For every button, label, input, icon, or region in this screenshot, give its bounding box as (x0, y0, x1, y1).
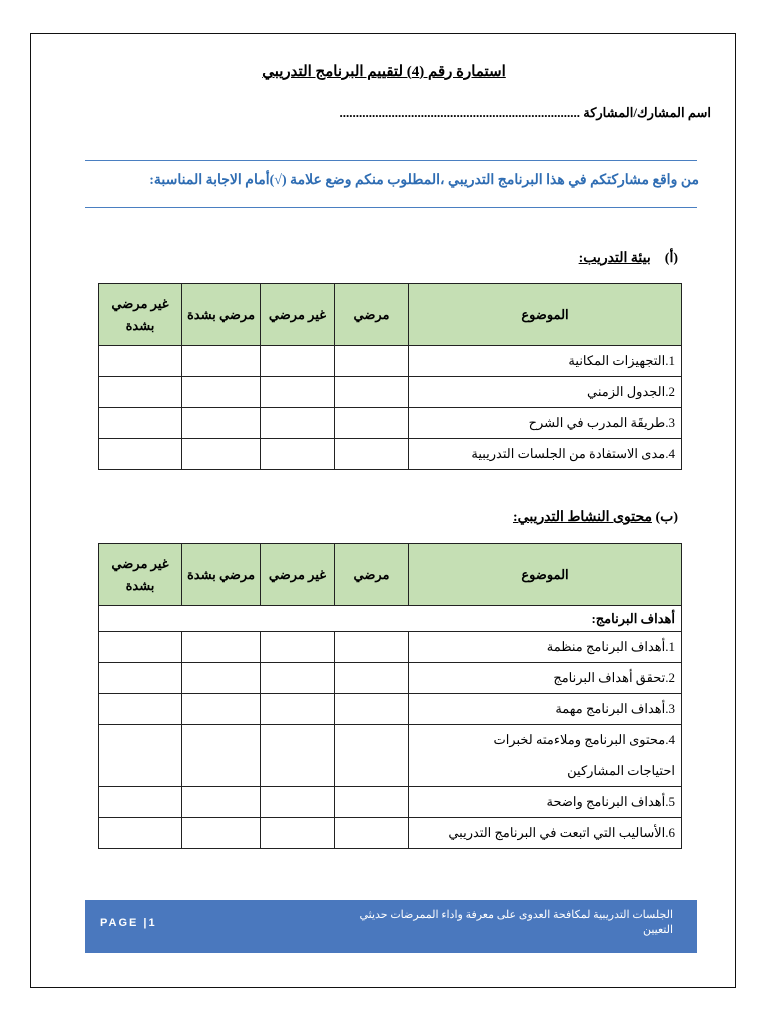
row-topic: 5.أهداف البرنامج واضحة (409, 787, 682, 818)
table-row (99, 346, 682, 377)
rating-cell[interactable] (99, 694, 182, 725)
section-a-heading (579, 250, 678, 267)
row-topic-continuation: احتياجات المشاركين (409, 756, 682, 787)
header-very-unsatisfied: غير مرضي بشدة (99, 284, 182, 346)
rating-cell[interactable] (99, 725, 182, 787)
table-row (99, 818, 682, 849)
instruction-bottom-rule (85, 207, 697, 208)
header-very-satisfied: مرضي بشدة (182, 544, 261, 606)
rating-cell[interactable] (261, 632, 335, 663)
training-environment-table (98, 283, 682, 470)
rating-cell[interactable] (261, 377, 335, 408)
header-topic: الموضوع (409, 544, 682, 606)
rating-cell[interactable] (99, 439, 182, 470)
rating-cell[interactable] (99, 377, 182, 408)
rating-cell[interactable] (335, 787, 409, 818)
rating-cell[interactable] (182, 725, 261, 787)
header-not-satisfied: غير مرضي (261, 284, 335, 346)
training-content-table (98, 543, 682, 849)
instruction-text: من واقع مشاركتكم في هذا البرنامج التدريبي ،المطلوب منكم وضع علامة (√)أمام الاجابة المناسبة: (149, 173, 699, 188)
group-label: أهداف البرنامج: (99, 606, 682, 632)
section-a-marker: (أ) (664, 251, 678, 266)
section-b-heading (513, 509, 678, 526)
table-row (99, 408, 682, 439)
rating-cell[interactable] (99, 346, 182, 377)
rating-cell[interactable] (261, 439, 335, 470)
row-topic: 1.أهداف البرنامج منظمة (409, 632, 682, 663)
rating-cell[interactable] (99, 408, 182, 439)
rating-cell[interactable] (261, 346, 335, 377)
table-row (99, 694, 682, 725)
rating-cell[interactable] (182, 377, 261, 408)
rating-cell[interactable] (261, 408, 335, 439)
rating-cell[interactable] (261, 694, 335, 725)
rating-cell[interactable] (182, 439, 261, 470)
instruction-top-rule (85, 160, 697, 161)
rating-cell[interactable] (99, 787, 182, 818)
section-a-title: بيئة التدريب: (578, 251, 651, 266)
row-topic: 2.تحقق أهداف البرنامج (409, 663, 682, 694)
row-topic: 3.طريقَة المدرب في الشرح (409, 408, 682, 439)
table-row (99, 377, 682, 408)
group-row (99, 606, 682, 632)
table-row (99, 725, 682, 756)
rating-cell[interactable] (99, 663, 182, 694)
row-topic: 3.أهداف البرنامج مهمة (409, 694, 682, 725)
header-very-unsatisfied: غير مرضي بشدة (99, 544, 182, 606)
rating-cell[interactable] (261, 725, 335, 787)
section-b-title: محتوى النشاط التدريبي: (513, 510, 652, 525)
rating-cell[interactable] (182, 694, 261, 725)
rating-cell[interactable] (335, 408, 409, 439)
row-topic: 4.محتوى البرنامج وملاءمته لخبرات (409, 725, 682, 756)
rating-cell[interactable] (182, 632, 261, 663)
header-topic: الموضوع (409, 284, 682, 346)
rating-cell[interactable] (335, 818, 409, 849)
form-title: استمارة رقم (4) لتقييم البرنامج التدريبي (262, 64, 506, 80)
row-topic: 1.التجهيزات المكانية (409, 346, 682, 377)
rating-cell[interactable] (335, 377, 409, 408)
row-topic: 6.الأساليب التي اتبعت في البرنامج التدريبي (409, 818, 682, 849)
rating-cell[interactable] (335, 346, 409, 377)
table-row (99, 632, 682, 663)
rating-cell[interactable] (335, 725, 409, 787)
participant-name-dots: .......................................................................... (339, 105, 580, 120)
participant-name-label: اسم المشارك/المشاركة (583, 105, 711, 120)
rating-cell[interactable] (182, 346, 261, 377)
header-satisfied: مرضي (335, 544, 409, 606)
row-topic: 2.الجدول الزمني (409, 377, 682, 408)
rating-cell[interactable] (261, 663, 335, 694)
table-row (99, 787, 682, 818)
rating-cell[interactable] (99, 818, 182, 849)
table-header-row (99, 284, 682, 346)
rating-cell[interactable] (182, 787, 261, 818)
table-header-row (99, 544, 682, 606)
rating-cell[interactable] (182, 818, 261, 849)
participant-name-line (340, 105, 712, 121)
rating-cell[interactable] (182, 408, 261, 439)
rating-cell[interactable] (335, 663, 409, 694)
header-not-satisfied: غير مرضي (261, 544, 335, 606)
table-row (99, 663, 682, 694)
row-topic: 4.مدى الاستفادة من الجلسات التدريبية (409, 439, 682, 470)
rating-cell[interactable] (261, 787, 335, 818)
rating-cell[interactable] (335, 439, 409, 470)
header-very-satisfied: مرضي بشدة (182, 284, 261, 346)
table-row (99, 439, 682, 470)
section-b-marker: (ب) (655, 510, 678, 525)
header-satisfied: مرضي (335, 284, 409, 346)
footer-text: الجلسات التدريبية لمكافحة العدوى على معرفة واداء الممرضات حديثي التعيين (359, 909, 673, 936)
footer-page-number: PAGE |1 (100, 917, 157, 929)
rating-cell[interactable] (335, 632, 409, 663)
rating-cell[interactable] (335, 694, 409, 725)
rating-cell[interactable] (99, 632, 182, 663)
rating-cell[interactable] (182, 663, 261, 694)
rating-cell[interactable] (261, 818, 335, 849)
